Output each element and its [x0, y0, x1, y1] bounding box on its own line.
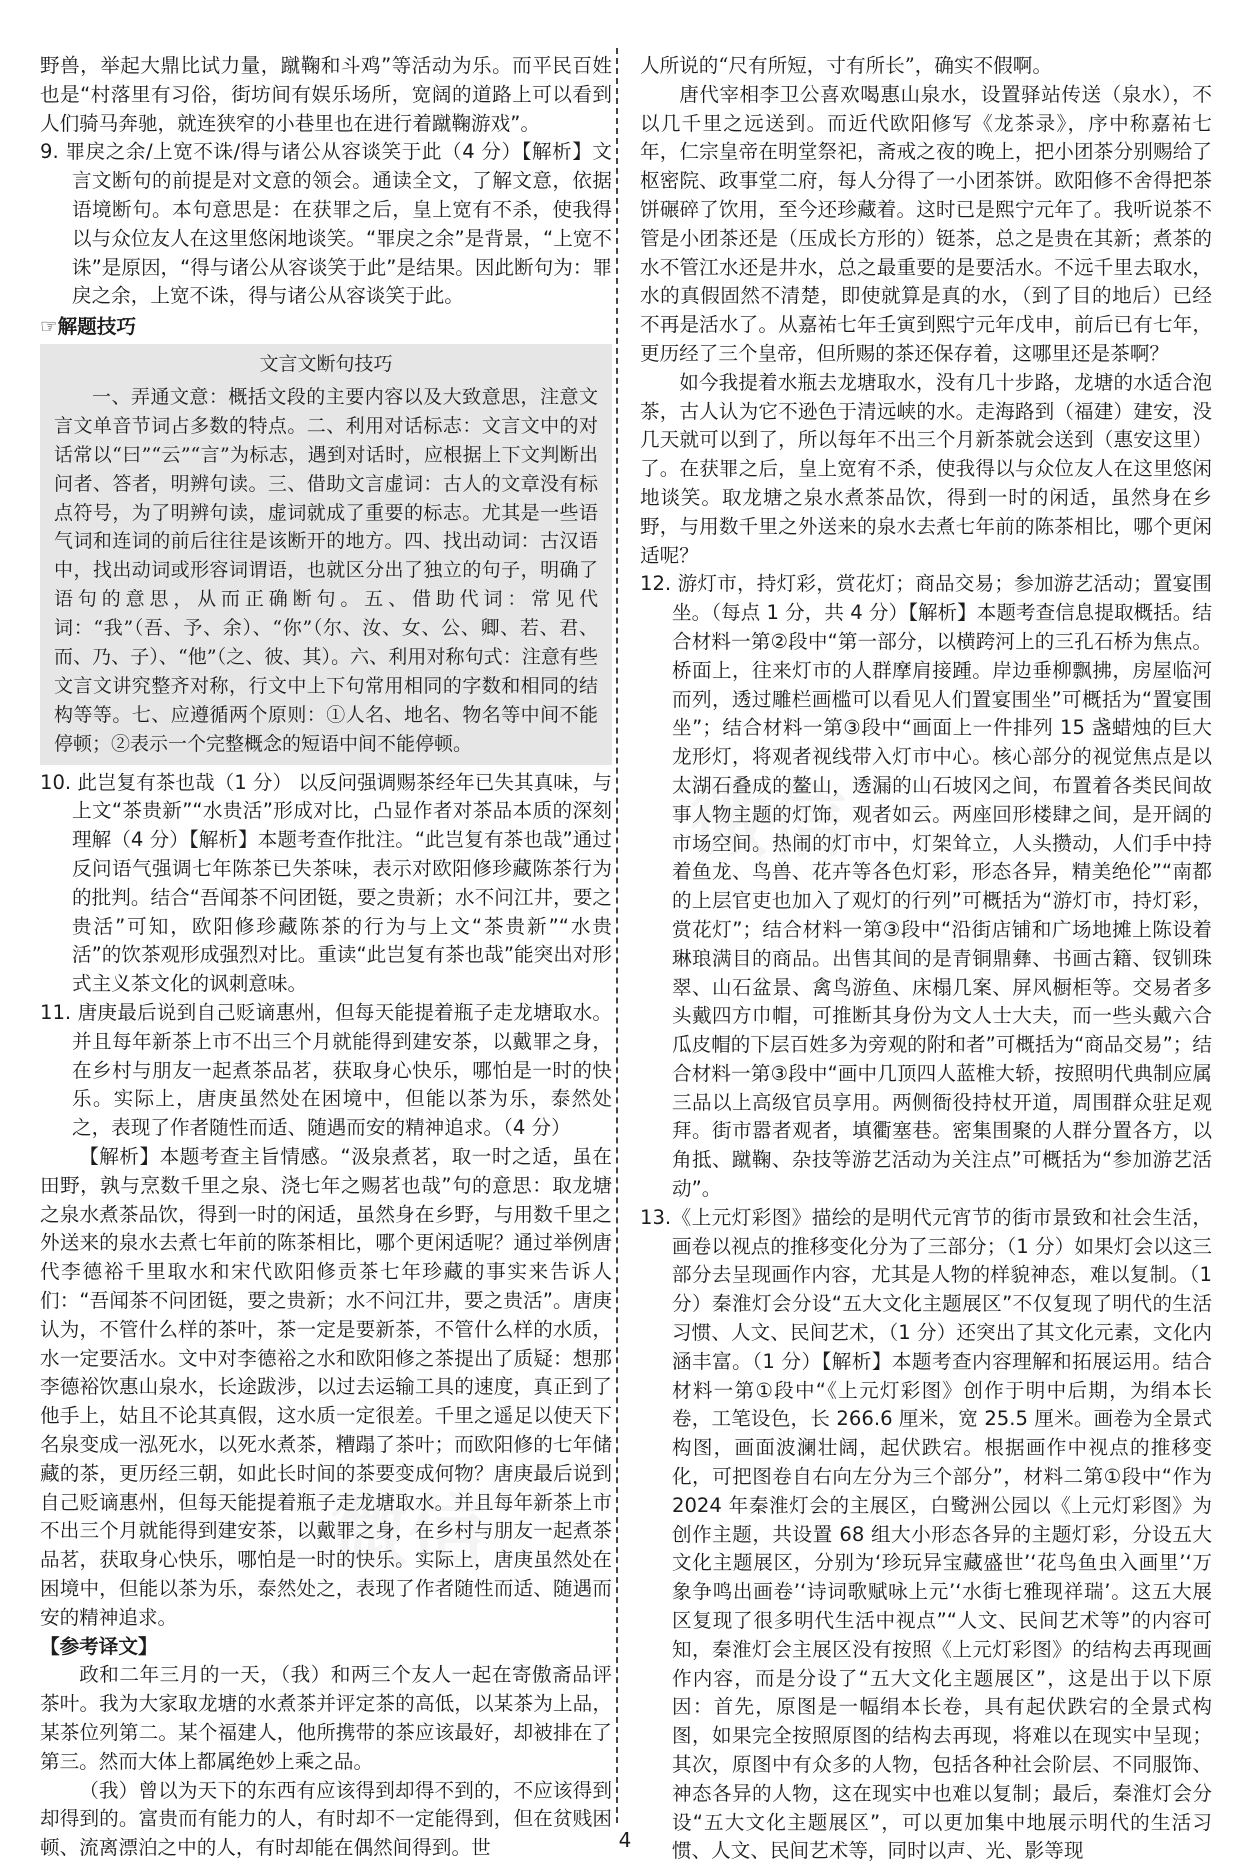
left-paragraph-continuation: 野兽，举起大鼎比试力量，蹴鞠和斗鸡”等活动为乐。而平民百姓也是“村落里有习俗，街坊间有娱乐场所，宽阔的道路上可以看到人们骑马奔驰，就连狭窄的小巷里也在进行着蹴鞠游戏”。 [40, 54, 612, 135]
column-divider [616, 48, 618, 1823]
page-number: 4 [618, 1828, 632, 1852]
answer-11-analysis: 【解析】本题考查主旨情感。“汲泉煮茗，取一时之适，虽在田野，孰与烹数千里之泉、浇七年之赐茗也哉”句的意思：取龙塘之泉水煮茶品饮，得到一时的闲适，虽然身在乡野，与用数千里之外送来的泉水去煮七年前的陈茶相比，哪个更闲适呢？通过举例唐代李德裕千里取水和宋代欧阳修贡茶七年珍藏的事实来告诉人们：“吾闻茶不问团铤，要之贵新；水不问江井，要之贵活”。唐庚认为，不管什么样的茶叶，茶一定是要新茶，不管什么样的水质，水一定要活水。文中对李德裕之水和欧阳修之茶提出了质疑：想那李德裕饮惠山泉水，长途跋涉，以过去运输工具的速度，真正到了他手上，姑且不论其真假，这水质一定很差。千里之遥足以使天下名泉变成一泓死水，以死水煮茶，糟蹋了茶叶；而欧阳修的七年储藏的茶，更历经三朝，如此长时间的茶要变成何物？唐庚最后说到自己贬谪惠州，但每天能提着瓶子走龙塘取水。并且每年新茶上市不出三个月就能得到建安茶，以戴罪之身，在乡村与朋友一起煮茶品茗，获取身心快乐，哪怕是一时的快乐。实际上，唐庚虽然处在困境中，但能以茶为乐，泰然处之，表现了作者随性而适、随遇而安的精神追求。 [40, 1145, 612, 1629]
tip-label: ☞解题技巧 [40, 315, 136, 339]
answer-9: 9. 罪戾之余/上宽不诛/得与诸公从容谈笑于此（4 分）【解析】文言文断句的前提是对文意的领会。通读全文，了解文意，依据语境断句。本句意思是：在获罪之后，皇上宽有不杀，使我得以与众位友人在这里悠闲地谈笑。“罪戾之余”是背景，“上宽不诛”是原因，“得与诸公从容谈笑于此”是结果。因此断句为：罪戾之余，上宽不诛，得与诸公从容谈笑于此。 [40, 140, 612, 308]
translation-paragraph-5: 如今我提着水瓶去龙塘取水，没有几十步路，龙塘的水适合泡茶，古人认为它不逊色于清远峡的水。走海路到（福建）建安，没几天就可以到了，所以每年不出三个月新茶就会送到（惠安这里）了。在获罪之后，皇上宽宥不杀，使我得以与众位友人在这里悠闲地谈笑。取龙塘之泉水煮茶品饮，得到一时的闲适，虽然身在乡野，与用数千里之外送来的泉水去煮七年前的陈茶相比，哪个更闲适呢？ [640, 370, 1212, 567]
tip-body: 一、弄通文意：概括文段的主要内容以及大致意思，注意文言文单音节词占多数的特点。二、利用对话标志：文言文中的对话常以“曰”“云”“言”为标志，遇到对话时，应根据上下文判断出问者、答者，明辨句读。三、借助文言虚词：古人的文章没有标点符号，为了明辨句读，虚词就成了重要的标志。尤其是一些语气词和连词的前后往往是该断开的地方。四、找出动词：古汉语中，找出动词或形容词谓语，也就区分出了独立的句子，明确了语句的意思，从而正确断句。五、借助代词：常见代词：“我”（吾、予、余）、“你”（尔、汝、女、公、卿、若、君、而、乃、子）、“他”（之、彼、其）。六、利用对称句式：注意有些文言文讲究整齐对称，行文中上下句常用相同的字数和相同的结构等等。七、应遵循两个原则：①人名、地名、物名等中间不能停顿；②表示一个完整概念的短语中间不能停顿。 [54, 385, 598, 755]
left-column [40, 52, 612, 1863]
reference-translation-label: 【参考译文】 [40, 1634, 158, 1658]
tip-title: 文言文断句技巧 [259, 352, 393, 375]
answer-12: 12. 游灯市，持灯彩，赏花灯；商品交易；参加游艺活动；置宴围坐。（每点 1 分，共 4 分）【解析】本题考查信息提取概括。结合材料一第②段中“第一部分，以横跨河上的三孔石桥为焦点。桥面上，往来灯市的人群摩肩接踵。岸边垂柳飘拂，房屋临河而列，透过雕栏画槛可以看见人们置宴围坐”可概括为“置宴围坐”；结合材料一第③段中“画面上一件排列 15 盏蜡烛的巨大龙形灯，将观者视线带入灯市中心。核心部分的视觉焦点是以太湖石叠成的鳌山，透漏的山石坡冈之间，布置着各类民间故事人物主题的灯饰，观者如云。两座回形楼肆之间，是开阔的市场空间。热闹的灯市中，灯架耸立，人头攒动，人们手中持着鱼龙、鸟兽、花卉等各色灯彩，形态各异，精美绝伦”“南都的上层官吏也加入了观灯的行列”可概括为“游灯市，持灯彩，赏花灯”；结合材料一第③段中“沿街店铺和广场地摊上陈设着琳琅满目的商品。出售其间的是青铜鼎彝、书画古籍、钗钏珠翠、山石盆景、禽鸟游鱼、床榻几案、屏风橱柜等。交易者多头戴四方巾帽，可推断其身份为文人士大夫，而一些头戴六合瓜皮帽的下层百姓多为旁观的附和者”可概括为“商品交易”；结合材料一第③段中“画中几顶四人蓝椎大轿，按照明代典制应属三品以上高级官员享用。两侧衙役持杖开道，周围群众驻足观拜。街市嚣者观者，填衢塞巷。密集围聚的人群分置各方，以角抵、蹴鞠、杂技等游艺活动为关注点”可概括为“参加游艺活动”。 [640, 572, 1212, 1201]
watermark-2: 微信 [330, 1488, 487, 1578]
answer-10: 10. 此岂复有茶也哉（1 分） 以反问强调赐茶经年已失其真味，与上文“茶贵新”“水贵活”形成对比，凸显作者对茶品本质的深刻理解（4 分）【解析】本题考查作批注。“此岂复有茶也哉”通过反问语气强调七年陈茶已失茶味，表示对欧阳修珍藏陈茶行为的批判。结合“吾闻茶不问团铤，要之贵新；水不问江井，要之贵活”可知，欧阳修珍藏陈茶的行为与上文“茶贵新”“水贵活”的饮茶观形成强烈对比。重读“此岂复有茶也哉”能突出对形式主义茶文化的讽刺意味。 [40, 770, 612, 996]
right-column [640, 52, 1212, 1866]
translation-paragraph-3: 人所说的“尺有所短，寸有所长”，确实不假啊。 [640, 54, 1052, 77]
translation-paragraph-4: 唐代宰相李卫公喜欢喝惠山泉水，设置驿站传送（泉水），不以几千里之远送到。而近代欧阳修写《龙茶录》，序中称嘉祐七年，仁宗皇帝在明堂祭祀，斋戒之夜的晚上，把小团茶分别赐给了枢密院、政事堂二府，每人分得了一小团茶饼。欧阳修不舍得把茶饼碾碎了饮用，至今还珍藏着。这时已是熙宁元年了。我听说茶不管是小团茶还是（压成长方形的）铤茶，总之是贵在其新；煮茶的水不管江水还是井水，总之最重要的是要活水。不远千里去取水，水的真假固然不清楚，即使就算是真的水，（到了目的地后）已经不再是活水了。从嘉祐七年壬寅到熙宁元年戊申，前后已有七年，更历经了三个皇帝，但所赐的茶还保存着，这哪里还是茶啊？ [640, 82, 1212, 365]
translation-paragraph-1: 政和二年三月的一天，（我）和两三个友人一起在寄傲斋品评茶叶。我为大家取龙塘的水煮茶并评定茶的高低，以某茶为上品，某茶位列第二。某个福建人，他所携带的茶应该最好，却被排在了第三。然而大体上都属绝妙上乘之品。 [40, 1663, 612, 1773]
tip-box [40, 344, 612, 765]
answer-13: 13.《上元灯彩图》描绘的是明代元宵节的街市景致和社会生活，画卷以视点的推移变化分为了三部分；（1 分）如果灯会以这三部分去呈现画作内容，尤其是人物的样貌神态，难以复制。（1 分）秦淮灯会分设“五大文化主题展区”不仅复现了明代的生活习惯、人文、民间艺术，（1 分）还突出了其文化元素，文化内涵丰富。（1 分）【解析】本题考查内容理解和拓展运用。结合材料一第①段中“《上元灯彩图》创作于明中后期，为绢本长卷，工笔设色，长 266.6 厘米，宽 25.5 厘米。画卷为全景式构图，画面波澜壮阔，起伏跌宕。根据画作中视点的推移变化，可把图卷自右向左分为三个部分”，材料二第①段中“作为 2024 年秦淮灯会的主展区，白鹭洲公园以《上元灯彩图》为创作主题，共设置 68 组大小形态各异的主题灯彩，分设五大文化主题展区，分别为‘珍玩异宝藏盛世’‘花鸟鱼虫入画里’‘万象争鸣出画卷’‘诗词歌赋咏上元’‘水街七雅现祥瑞’。这五大展区复现了很多明代生活中视点”“人文、民间艺术等”的内容可知，秦淮灯会主展区没有按照《上元灯彩图》的结构去再现画作内容，而是分设了“五大文化主题展区”，这是出于以下原因：首先，原图是一幅绢本长卷，具有起伏跌宕的全景式构图，如果完全按照原图的结构去再现，将难以在现实中呈现；其次，原图中有众多的人物，包括各种社会阶层、不同服饰、神态各异的人物，这在现实中也难以复制；最后，秦淮灯会分设“五大文化主题展区”，可以更加集中地展示明代的生活习惯、人文、民间艺术等，同时以声、光、影等现 [640, 1205, 1213, 1863]
translation-paragraph-2: （我）曾以为天下的东西有应该得到却得不到的，不应该得到却得到的。富贵而有能力的人，有时却不一定能得到，但在贫贱困顿、流离漂泊之中的人，有时却能在偶然间得到。世 [40, 1778, 612, 1860]
answer-11: 11. 唐庚最后说到自己贬谪惠州，但每天能提着瓶子走龙塘取水。并且每年新茶上市不出三个月就能得到建安茶，以戴罪之身，在乡村与朋友一起煮茶品茗，获取身心快乐，哪怕是一时的快乐。实际上，唐庚虽然处在困境中，但能以茶为乐，泰然处之，表现了作者随性而适、随遇而安的精神追求。（4 分） [40, 1001, 612, 1140]
watermark-1: 微信 [690, 778, 847, 868]
